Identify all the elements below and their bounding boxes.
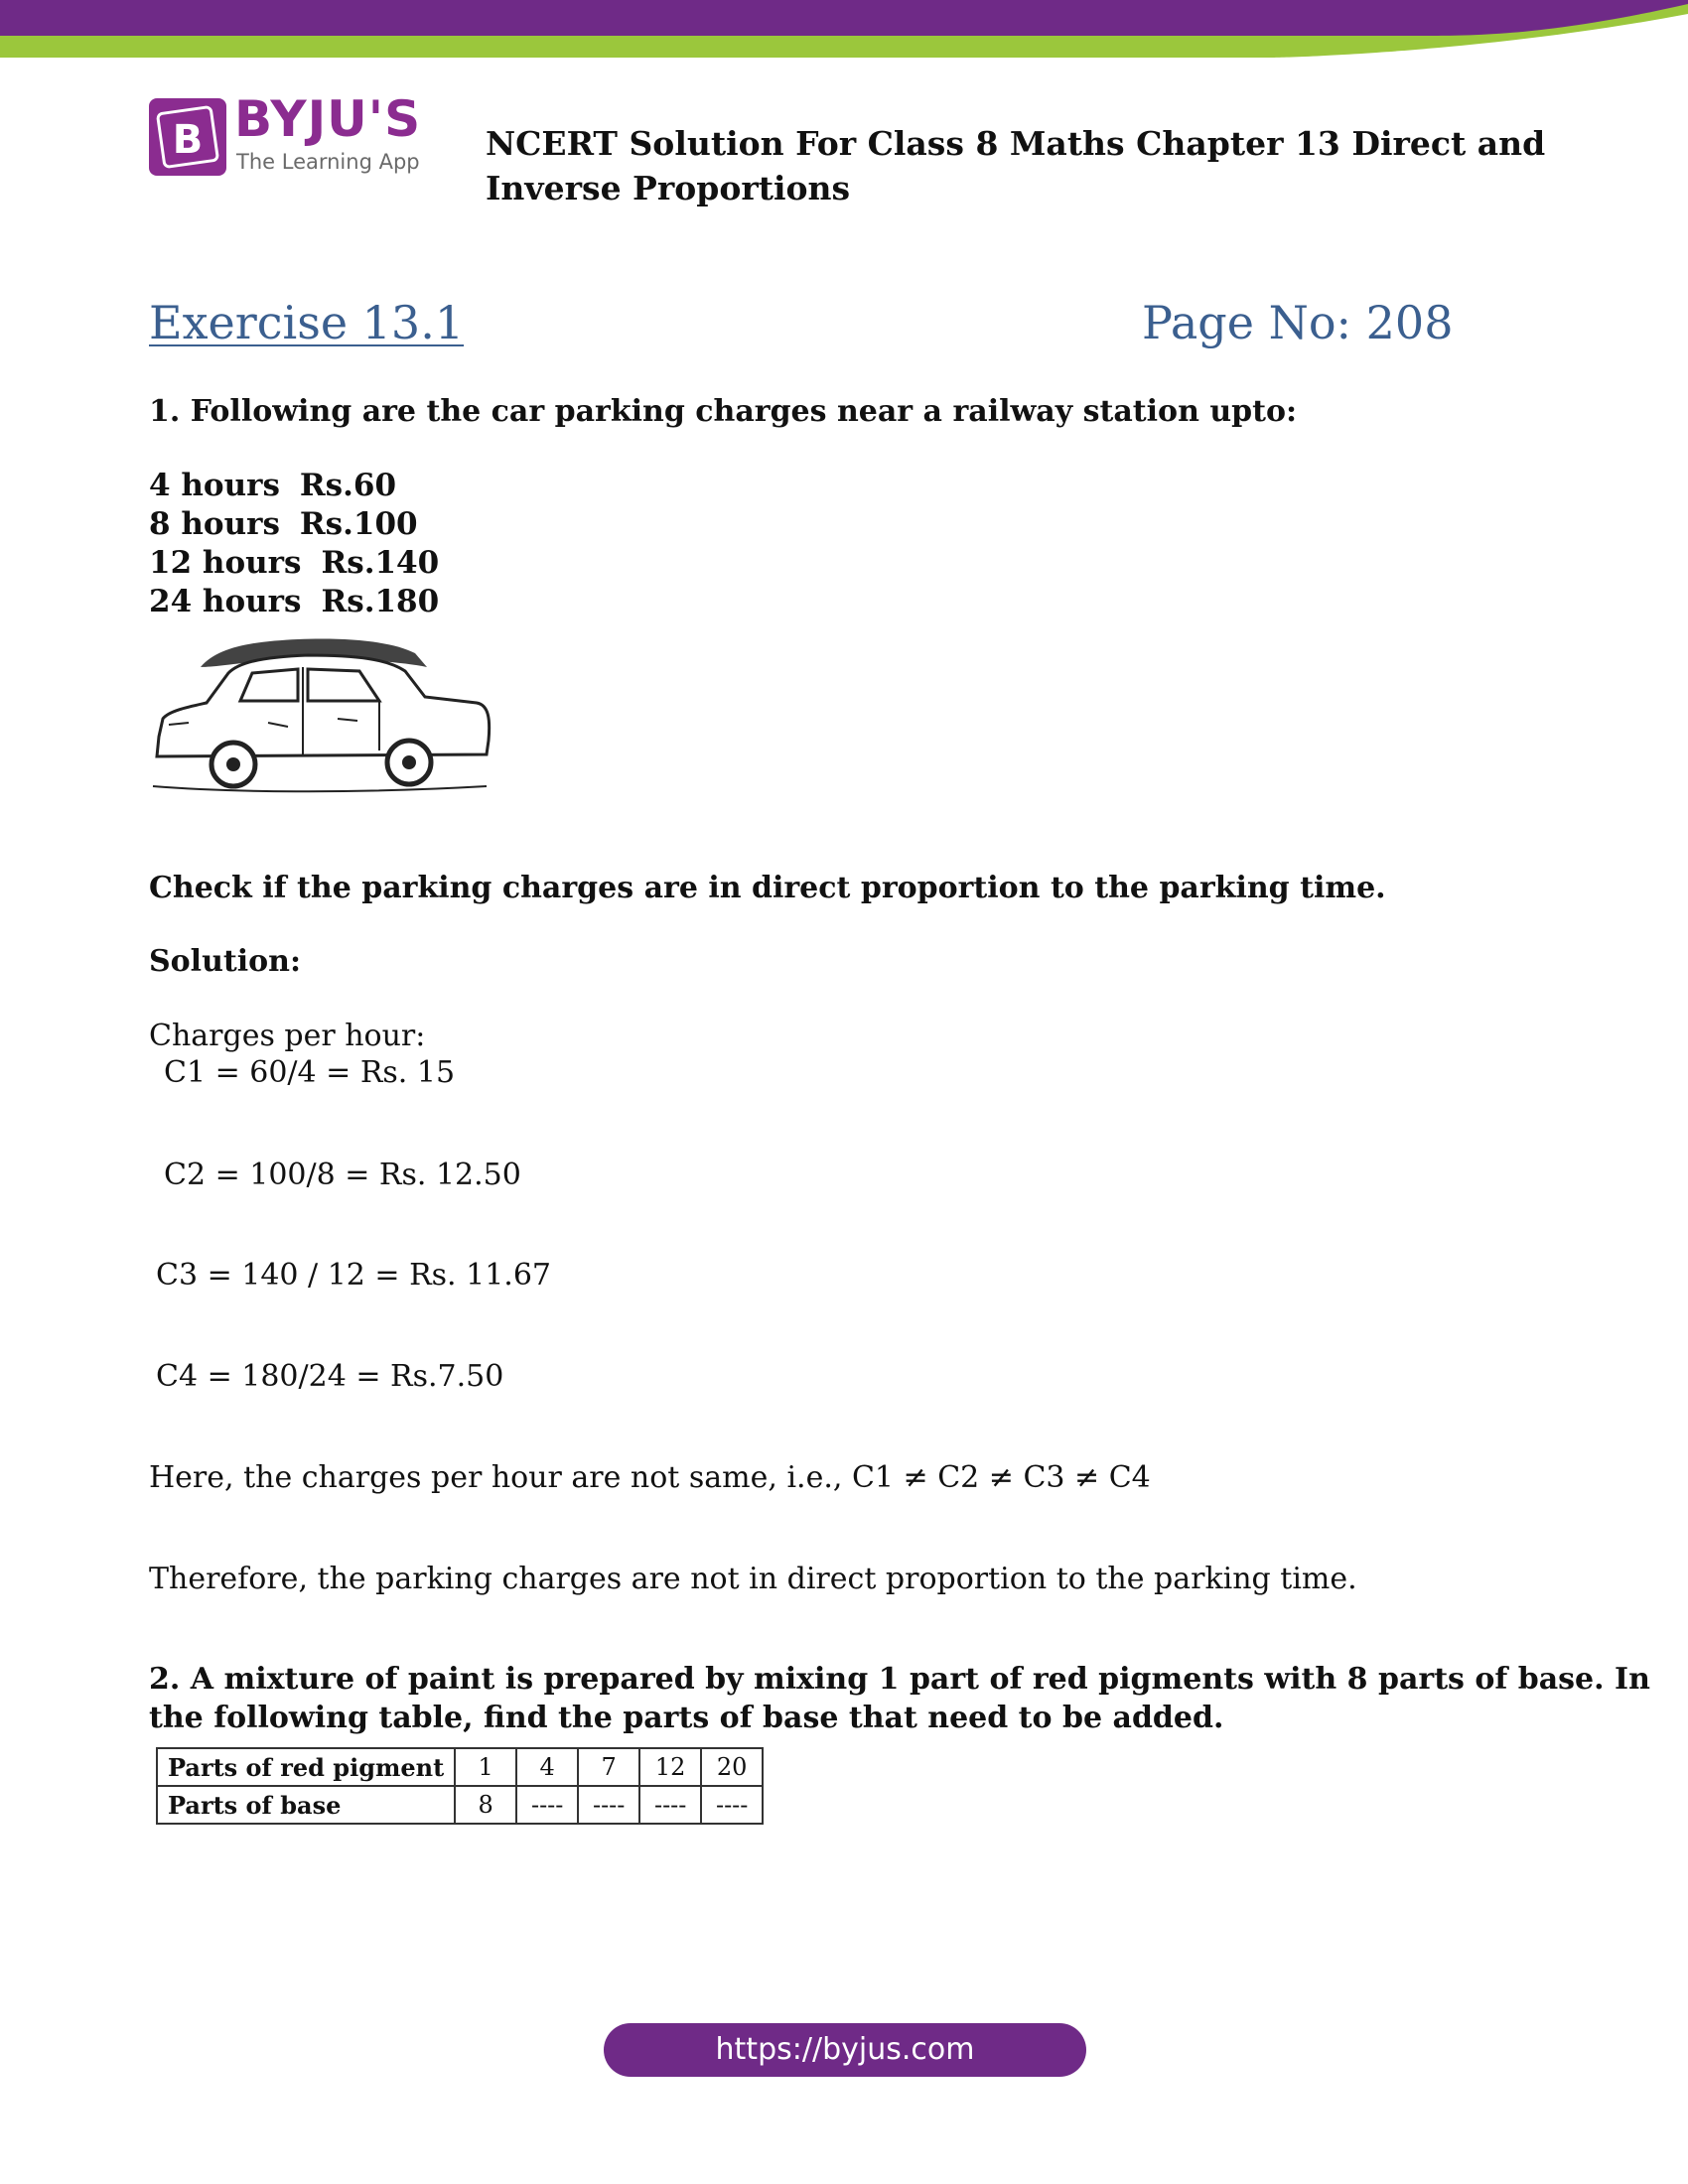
rate-charge: Rs.60 [299, 468, 397, 503]
rate-time: 8 hours [149, 506, 280, 542]
rate-row [149, 505, 439, 544]
row-header-base: Parts of base [157, 1786, 455, 1824]
rate-charge: Rs.180 [321, 584, 440, 619]
conclusion-text: Therefore, the parking charges are not in direct proportion to the parking time. [149, 1562, 1357, 1596]
table-cell: ---- [639, 1786, 701, 1824]
footer-url-link[interactable]: https://byjus.com [604, 2023, 1086, 2077]
solution-label: Solution: [149, 944, 302, 979]
rate-row [149, 467, 439, 505]
rate-charge: Rs.140 [321, 545, 440, 581]
paint-mixture-table [156, 1747, 764, 1825]
brand-name: BYJU'S [234, 90, 422, 148]
rate-time: 4 hours [149, 468, 280, 503]
table-row [157, 1786, 763, 1824]
brand-tagline: The Learning App [236, 150, 420, 174]
table-cell: 4 [516, 1748, 578, 1786]
question-1: 1. Following are the car parking charges near a railway station upto: [149, 394, 1298, 429]
logo-letter: B [172, 117, 204, 163]
charges-label: Charges per hour: [149, 1019, 426, 1053]
table-cell: 1 [455, 1748, 516, 1786]
page-number: Page No: 208 [1142, 296, 1454, 349]
rate-row [149, 583, 439, 621]
observation-text: Here, the charges per hour are not same, i.e., C1 ≠ C2 ≠ C3 ≠ C4 [149, 1460, 1151, 1495]
exercise-heading: Exercise 13.1 [149, 296, 465, 349]
question-1-check: Check if the parking charges are in direct proportion to the parking time. [149, 871, 1386, 905]
question-2-line-1: 2. A mixture of paint is prepared by mixing 1 part of red pigments with 8 parts of base. In [149, 1662, 1650, 1697]
byjus-logo [149, 90, 437, 180]
table-cell: ---- [516, 1786, 578, 1824]
charge-c3: C3 = 140 / 12 = Rs. 11.67 [156, 1258, 552, 1293]
charge-c4: C4 = 180/24 = Rs.7.50 [156, 1359, 504, 1394]
table-cell: 8 [455, 1786, 516, 1824]
table-cell: ---- [701, 1786, 763, 1824]
logo-icon [149, 98, 226, 176]
table-cell: 20 [701, 1748, 763, 1786]
table-row [157, 1748, 763, 1786]
table-cell: 12 [639, 1748, 701, 1786]
car-illustration [149, 627, 492, 802]
parking-rate-list [149, 467, 439, 621]
charge-c2: C2 = 100/8 = Rs. 12.50 [164, 1158, 521, 1192]
table-cell: ---- [578, 1786, 639, 1824]
rate-time: 24 hours [149, 584, 302, 619]
question-2-line-2: the following table, find the parts of base that need to be added. [149, 1701, 1224, 1735]
table-cell: 7 [578, 1748, 639, 1786]
document-title: NCERT Solution For Class 8 Maths Chapter 13 Direct and Inverse Proportions [486, 124, 1546, 207]
row-header-red-pigment: Parts of red pigment [157, 1748, 455, 1786]
rate-row [149, 544, 439, 583]
charge-c1: C1 = 60/4 = Rs. 15 [164, 1055, 456, 1090]
rate-time: 12 hours [149, 545, 302, 581]
rate-charge: Rs.100 [299, 506, 418, 542]
header-band [0, 0, 1688, 60]
